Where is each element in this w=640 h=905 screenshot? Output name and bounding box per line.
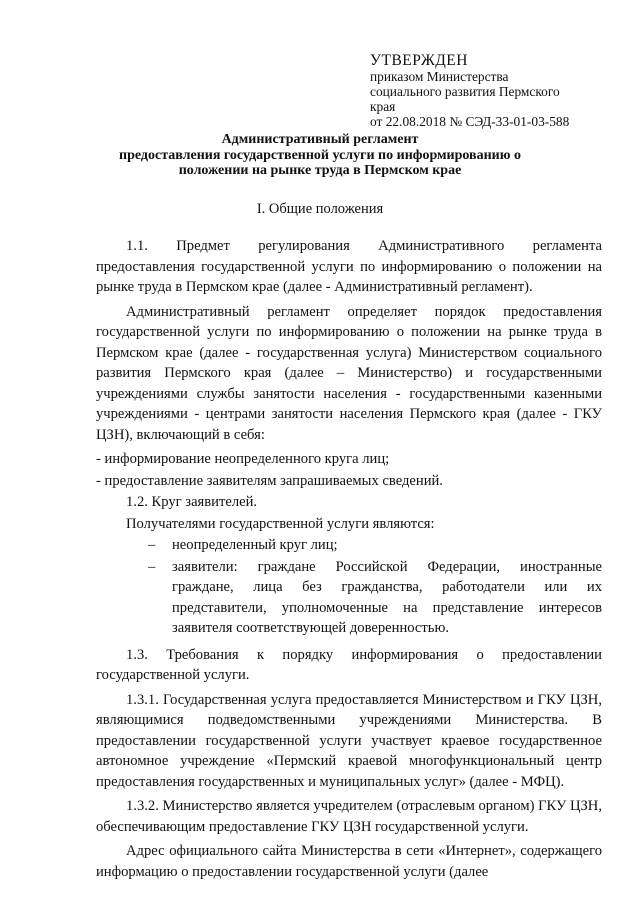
approval-line: приказом Министерства bbox=[370, 69, 509, 84]
list-item: - предоставление заявителям запрашиваемых сведений. bbox=[96, 472, 443, 489]
dash-list-item bbox=[96, 557, 602, 639]
approval-heading: УТВЕРЖДЕН bbox=[370, 52, 468, 69]
document-body bbox=[96, 236, 602, 886]
list-item: - информирование неопределенного круга лиц; bbox=[96, 451, 390, 467]
paragraph-1-3-2: 1.3.2. Министерство является учредителем (отраслевым органом) ГКУ ЦЗН, обеспечивающим предоставление ГКУ ЦЗН государственной услуги. bbox=[96, 798, 602, 835]
approval-order-number: от 22.08.2018 № СЭД-33-01-03-588 bbox=[370, 114, 570, 129]
dash-item-text: неопределенный круг лиц; bbox=[172, 537, 338, 553]
approval-line: социального развития Пермского bbox=[370, 84, 560, 99]
paragraph-website-address: Адрес официального сайта Министерства в сети «Интернет», содержащего информацию о предоставлении государственной услуги (далее bbox=[96, 843, 602, 880]
dash-item-text: заявители: граждане Российской Федерации, иностранные граждане, лица без гражданства, работодатели или их представители, уполномоченные на представление интересов заявителя соответствующей доверенностью. bbox=[172, 558, 602, 636]
approval-stamp bbox=[370, 52, 620, 129]
paragraph-1-3: 1.3. Требования к порядку информирования о предоставлении государственной услуги. bbox=[96, 646, 602, 683]
dash-mark: – bbox=[148, 558, 156, 575]
title-line: предоставления государственной услуги по информированию о bbox=[119, 147, 521, 163]
paragraph-1-2: 1.2. Круг заявителей. bbox=[126, 494, 258, 510]
paragraph-1-1: 1.1. Предмет регулирования Административного регламента предоставления государственной услуги по информированию о положении на рынке труда в Пермском крае (далее - Административный регламент). bbox=[96, 238, 602, 295]
document-title bbox=[100, 132, 540, 179]
title-line: положении на рынке труда в Пермском крае bbox=[178, 163, 462, 178]
dash-mark: – bbox=[148, 537, 156, 553]
section-heading: I. Общие положения bbox=[256, 201, 384, 217]
paragraph-1-1-description: Административный регламент определяет порядок предоставления государственной услуги по информированию о положении на рынке труда в Пермском крае (далее - государственная услуга) Министерством социального развития Пермского края (далее – Министерство) и государственными учреждениями службы занятости населения - государственными казенными учреждениями - центрами занятости населения Пермского края (далее - ГКУ ЦЗН), включающий в себя: bbox=[96, 303, 602, 443]
title-line: Административный регламент bbox=[221, 132, 419, 147]
paragraph-1-3-1: 1.3.1. Государственная услуга предоставляется Министерством и ГКУ ЦЗН, являющимися подведомственными учреждениями Министерства. В предоставлении государственной услуги участвует краевое государственное автономное учреждение «Пермский краевой многофункциональный центр предоставления государственных и муниципальных услуг» (далее - МФЦ). bbox=[96, 691, 602, 790]
dash-list-item bbox=[96, 535, 602, 556]
approval-line: края bbox=[370, 99, 396, 114]
paragraph-recipients: Получателями государственной услуги являются: bbox=[126, 515, 435, 532]
